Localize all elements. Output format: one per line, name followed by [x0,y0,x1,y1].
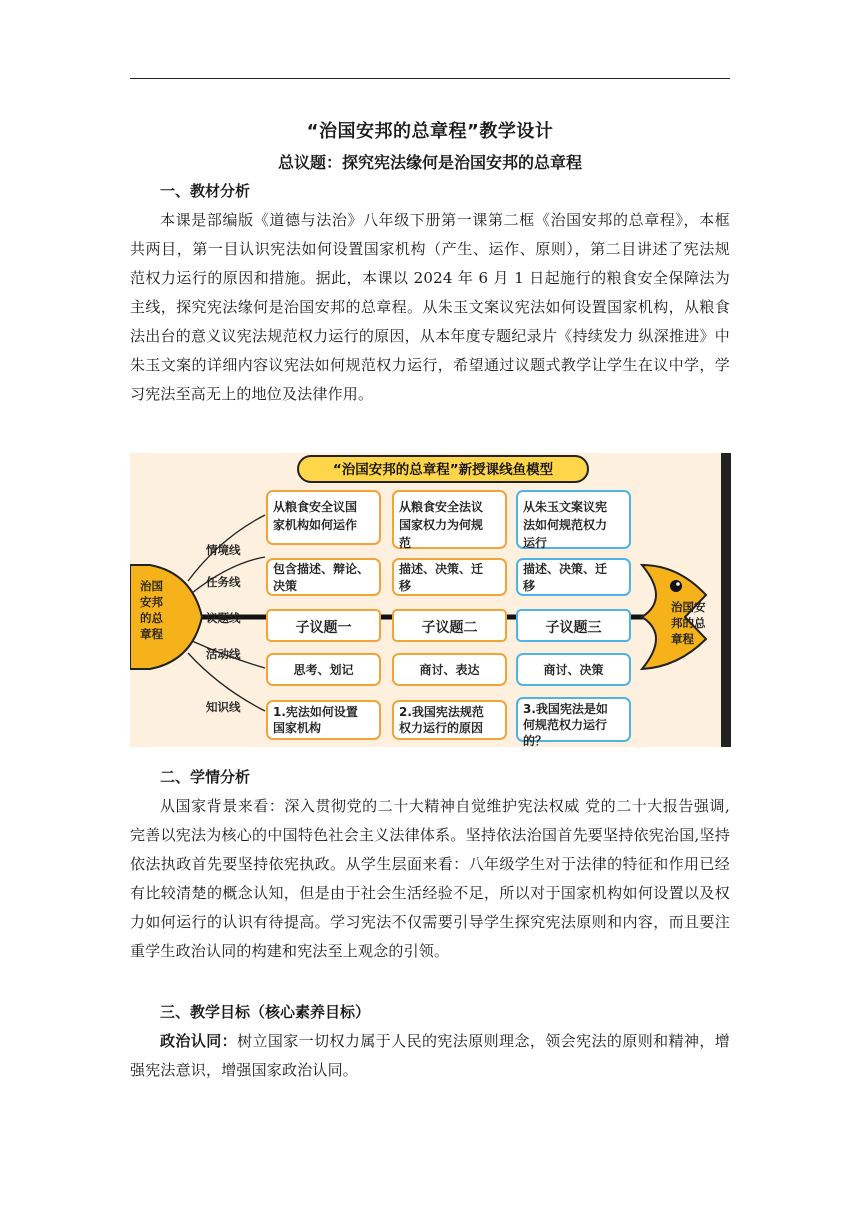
task-text: 移 [523,579,536,593]
situation-text: 国家权力为何规 [399,518,484,532]
fish-head-left-label: 章程 [140,627,163,641]
knowledge-text: 何规范权力运行 [523,718,608,732]
fish-head-right-label: 章程 [671,632,694,646]
line-label-task: 任务线 [206,575,241,589]
paragraph-political-identity [130,1027,730,1085]
task-text: 描述、决策、迁 [399,562,484,576]
task-text: 描述、决策、迁 [523,562,608,576]
paragraph-textbook-analysis: 本课是部编版《道德与法治》八年级下册第一课第二框《治国安邦的总章程》，本框共两目，第一目认识宪法如何设置国家机构（产生、运作、原则），第二目讲述了宪法规范权力运行的原因和措施。据此，本课以 2024 年 6 月 1 日起施行的粮食安全保障法为主线，探究宪法缘何是治国安邦的总章程。从朱玉文案议宪法如何设置国家机构，从粮食法出台的意义议宪法规范权力运行的原因，从本年度专题纪录片《持续发力 纵深推进》中朱玉文案的详细内容议宪法如何规范权力运行，希望通过议题式教学让学生在议中学，学习宪法至高无上的地位及法律作用。 [130,211,730,403]
fish-head-left-label: 安邦 [140,595,163,609]
situation-text: 运行 [523,536,548,550]
situation-text: 从粮食安全法议 [399,500,484,514]
activity-text: 商讨、表达 [419,663,480,677]
task-text: 决策 [273,579,298,593]
document-subtitle: 总议题：探究宪法缘何是治国安邦的总章程 [277,153,582,172]
topic-text: 子议题三 [545,620,602,636]
line-label-situation: 情境线 [206,543,241,557]
situation-text: 从粮食安全议国 [273,500,358,514]
goal-text: 树立国家一切权力属于人民的宪法原则理念，领会宪法的原则和精神，增强宪法意识，增强国家政治认同。 [130,1032,730,1079]
figure-right-edge [721,453,731,747]
situation-text: 法如何规范权力 [523,518,608,532]
header-rule [130,78,730,79]
fish-head-left-label: 治国 [140,579,163,593]
goal-label: 政治认同： [160,1032,238,1050]
activity-text: 思考、划记 [293,663,354,677]
fish-head-right-label: 邦的总 [671,616,706,630]
document-title: “治国安邦的总章程”教学设计 [306,121,554,142]
fishbone-model-figure [130,453,731,747]
line-label-topic: 议题线 [206,611,241,625]
line-label-activity: 活动线 [206,647,241,661]
knowledge-text: 国家机构 [273,721,322,735]
knowledge-text: 权力运行的原因 [399,721,484,735]
banner-title: “治国安邦的总章程”新授课线鱼模型 [332,462,554,478]
section-heading-teaching-goals: 三、教学目标（核心素养目标） [160,1003,371,1021]
activity-text: 商讨、决策 [543,663,604,677]
section-heading-textbook-analysis: 一、教材分析 [160,182,251,200]
situation-text: 家机构如何运作 [273,518,358,532]
task-text: 移 [399,579,412,593]
fish-head-right-label: 治国安 [671,600,706,614]
knowledge-text: 3.我国宪法是如 [523,702,608,716]
section-heading-learner-analysis: 二、学情分析 [160,768,251,786]
situation-text: 范 [399,536,412,550]
task-text: 包含描述、辩论、 [273,562,370,576]
topic-text: 子议题二 [421,620,478,636]
fish-head-left-label: 的总 [140,611,163,625]
fish-eye-icon [670,580,682,592]
topic-text: 子议题一 [295,620,352,636]
paragraph-learner-analysis: 从国家背景来看：深入贯彻党的二十大精神自觉维护宪法权威 党的二十大报告强调,完善以宪法为核心的中国特色社会主义法律体系。坚持依法治国首先要坚持依宪治国,坚持依法执政首先要坚持依宪执政。从学生层面来看：八年级学生对于法律的特征和作用已经有比较清楚的概念认知，但是由于社会生活经验不足，所以对于国家机构如何设置以及权力如何运行的认识有待提高。学习宪法不仅需要引导学生探究宪法原则和内容，而且要注重学生政治认同的构建和宪法至上观念的引领。 [130,797,730,960]
knowledge-text: 的？ [523,734,548,747]
knowledge-text: 1.宪法如何设置 [273,705,358,719]
knowledge-text: 2.我国宪法规范 [399,705,484,719]
situation-text: 从朱玉文案议宪 [523,500,608,514]
line-label-knowledge: 知识线 [206,700,241,714]
